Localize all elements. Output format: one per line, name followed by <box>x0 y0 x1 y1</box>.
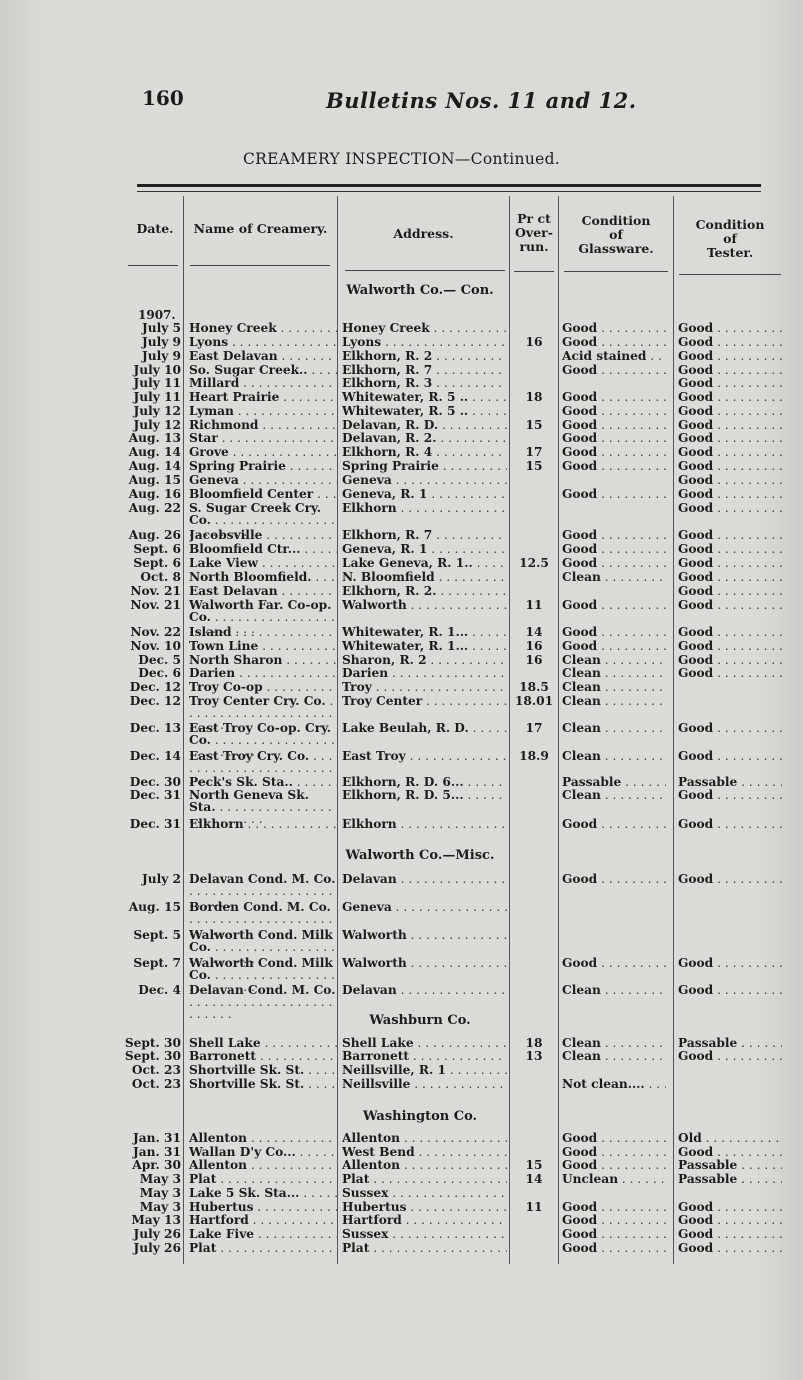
row-date: Sept. 6 <box>133 556 181 570</box>
header-underline <box>564 271 668 272</box>
row-creamery-name: Allenton . . . <box>189 1132 337 1145</box>
row-glassware-condition: Clean . . . <box>562 695 666 708</box>
row-glassware-condition: Good . . . <box>562 419 666 432</box>
header-underline <box>128 265 178 266</box>
row-address: Whitewater, R. 5 .. . . . <box>342 391 507 404</box>
row-tester-condition: Good . . . <box>678 789 782 802</box>
row-tester-condition: Good . . . <box>678 432 782 445</box>
row-tester-condition: Good . . . <box>678 585 782 598</box>
row-date: Dec. 31 <box>129 817 181 831</box>
row-address: Sussex . . . <box>342 1187 507 1200</box>
row-overrun: 18 <box>525 1036 543 1050</box>
row-tester-condition: Good . . . <box>678 984 782 997</box>
row-date: July 11 <box>133 376 181 390</box>
row-date: Dec. 5 <box>138 653 181 667</box>
row-address: Plat . . . <box>342 1242 507 1255</box>
header-overrun: Pr ct Over- run. <box>515 211 553 254</box>
year-label: 1907. <box>138 308 176 322</box>
row-date: Dec. 12 <box>129 680 181 694</box>
row-glassware-condition: Not clean.... . . . <box>562 1078 666 1091</box>
row-tester-condition: Good . . . <box>678 1146 782 1159</box>
row-overrun: 16 <box>525 653 543 667</box>
row-tester-condition: Good . . . <box>678 957 782 970</box>
row-creamery-name: East Delavan . . . <box>189 585 337 598</box>
row-glassware-condition: Good . . . <box>562 488 666 501</box>
row-overrun: 12.5 <box>519 556 549 570</box>
row-glassware-condition: Clean . . . <box>562 984 666 997</box>
row-creamery-name: North Bloomfield. . . . <box>189 571 337 584</box>
row-glassware-condition: Good . . . <box>562 873 666 886</box>
row-address: Elkhorn . . . <box>342 818 507 831</box>
row-date: July 2 <box>141 872 181 886</box>
row-glassware-condition: Good . . . <box>562 543 666 556</box>
row-address: Walworth . . . <box>342 957 507 970</box>
row-creamery-name: Lake View . . . <box>189 557 337 570</box>
row-glassware-condition: Good . . . <box>562 1201 666 1214</box>
row-address: Hubertus . . . <box>342 1201 507 1214</box>
row-overrun: 18 <box>525 390 543 404</box>
running-title: Bulletins Nos. 11 and 12. <box>326 88 637 113</box>
row-address: Shell Lake . . . <box>342 1037 507 1050</box>
row-creamery-name: Shell Lake . . . <box>189 1037 337 1050</box>
row-creamery-name: Peck's Sk. Sta.. . . . <box>189 776 337 789</box>
row-date: July 12 <box>133 418 181 432</box>
row-date: Nov. 22 <box>130 625 181 639</box>
row-overrun: 17 <box>525 445 543 459</box>
row-address: Elkhorn, R. 2. . . . <box>342 585 507 598</box>
row-date: Dec. 12 <box>129 694 181 708</box>
row-overrun: 17 <box>525 721 543 735</box>
row-glassware-condition: Clean . . . <box>562 667 666 680</box>
row-tester-condition: Passable . . . <box>678 776 782 789</box>
row-address: N. Bloomfield . . . <box>342 571 507 584</box>
row-tester-condition: Good . . . <box>678 654 782 667</box>
row-address: Delavan . . . <box>342 984 507 997</box>
row-tester-condition: Passable . . . <box>678 1037 782 1050</box>
row-creamery-name: Millard . . . <box>189 377 337 390</box>
row-address: Sharon, R. 2 . . . <box>342 654 507 667</box>
header-date: Date. <box>136 221 174 236</box>
row-date: Oct. 23 <box>131 1077 181 1091</box>
row-date: July 11 <box>133 390 181 404</box>
row-address: Whitewater, R. 1... . . . <box>342 640 507 653</box>
row-tester-condition: Good . . . <box>678 1228 782 1241</box>
section-heading: Washington Co. <box>362 1109 478 1124</box>
row-tester-condition: Good . . . <box>678 599 782 612</box>
row-glassware-condition: Clean . . . <box>562 722 666 735</box>
row-tester-condition: Good . . . <box>678 446 782 459</box>
row-creamery-name: Troy Co-op . . . <box>189 681 337 694</box>
row-tester-condition: Good . . . <box>678 818 782 831</box>
section-heading: Washburn Co. <box>369 1013 471 1028</box>
row-glassware-condition: Good . . . <box>562 957 666 970</box>
row-overrun: 11 <box>525 1200 543 1214</box>
page-number: 160 <box>142 86 184 110</box>
row-date: Dec. 6 <box>138 666 181 680</box>
row-date: July 26 <box>133 1241 181 1255</box>
row-creamery-name: Lake Five . . . <box>189 1228 337 1241</box>
column-divider <box>337 196 338 1264</box>
row-creamery-name: East Troy Co-op. Cry. Co. . . . <box>189 722 337 758</box>
header-underline <box>679 274 781 275</box>
row-address: Allenton . . . <box>342 1159 507 1172</box>
row-creamery-name: Plat . . . <box>189 1242 337 1255</box>
row-creamery-name: Walworth Far. Co-op. Co. . . . <box>189 599 337 635</box>
row-tester-condition: Good . . . <box>678 391 782 404</box>
row-glassware-condition: Good . . . <box>562 557 666 570</box>
row-address: Geneva . . . <box>342 901 507 914</box>
row-date: Aug. 14 <box>128 459 181 473</box>
row-creamery-name: S. Sugar Creek Cry. Co. . . . <box>189 502 337 538</box>
table-heading: CREAMERY INSPECTION—Continued. <box>242 150 561 168</box>
row-glassware-condition: Good . . . <box>562 1214 666 1227</box>
row-address: Elkhorn, R. D. 6... . . . <box>342 776 507 789</box>
row-glassware-condition: Good . . . <box>562 640 666 653</box>
row-creamery-name: Allenton . . . <box>189 1159 337 1172</box>
row-address: Walworth . . . <box>342 929 507 942</box>
row-date: Apr. 30 <box>132 1158 181 1172</box>
row-tester-condition: Good . . . <box>678 873 782 886</box>
row-address: Plat . . . <box>342 1173 507 1186</box>
row-creamery-name: Troy Center Cry. Co. . . . <box>189 695 337 731</box>
column-divider <box>558 196 559 1264</box>
row-creamery-name: Plat . . . <box>189 1173 337 1186</box>
row-date: July 26 <box>133 1227 181 1241</box>
row-tester-condition: Good . . . <box>678 1214 782 1227</box>
row-date: July 9 <box>141 335 181 349</box>
row-date: Oct. 8 <box>140 570 181 584</box>
row-tester-condition: Good . . . <box>678 488 782 501</box>
row-address: Elkhorn, R. 7 . . . <box>342 364 507 377</box>
row-date: Dec. 13 <box>129 721 181 735</box>
header-name: Name of Creamery. <box>193 221 328 236</box>
row-date: Nov. 10 <box>130 639 181 653</box>
row-glassware-condition: Good . . . <box>562 529 666 542</box>
row-date: July 9 <box>141 349 181 363</box>
row-date: Sept. 30 <box>124 1036 181 1050</box>
row-glassware-condition: Acid stained . . . <box>562 350 666 363</box>
row-date: May 3 <box>139 1200 181 1214</box>
row-overrun: 15 <box>525 418 543 432</box>
header-underline <box>345 270 505 271</box>
row-date: Aug. 13 <box>128 431 181 445</box>
row-tester-condition: Good . . . <box>678 529 782 542</box>
column-divider <box>183 196 184 1264</box>
row-creamery-name: Walworth Cond. Milk Co. . . . <box>189 957 337 993</box>
column-divider <box>673 196 674 1264</box>
row-tester-condition: Good . . . <box>678 626 782 639</box>
row-address: Neillsville, R. 1 . . . <box>342 1064 507 1077</box>
row-glassware-condition: Good . . . <box>562 1242 666 1255</box>
row-creamery-name: Hartford . . . <box>189 1214 337 1227</box>
row-tester-condition: Good . . . <box>678 667 782 680</box>
row-date: May 13 <box>131 1213 181 1227</box>
row-tester-condition: Good . . . <box>678 364 782 377</box>
section-heading: Walworth Co.—Misc. <box>345 848 495 863</box>
row-date: July 10 <box>133 363 181 377</box>
row-address: Lyons . . . <box>342 336 507 349</box>
row-overrun: 18.5 <box>519 680 549 694</box>
row-date: Aug. 15 <box>128 900 181 914</box>
row-creamery-name: Shortville Sk. St. . . . <box>189 1064 337 1077</box>
row-address: Elkhorn, R. 2 . . . <box>342 350 507 363</box>
row-creamery-name: So. Sugar Creek.. . . . <box>189 364 337 377</box>
row-creamery-name: Island . . . <box>189 626 337 639</box>
row-glassware-condition: Clean . . . <box>562 750 666 763</box>
row-address: Elkhorn, R. 4 . . . <box>342 446 507 459</box>
row-creamery-name: Delavan Cond. M. Co. . . . <box>189 984 337 1020</box>
row-glassware-condition: Good . . . <box>562 1159 666 1172</box>
row-overrun: 14 <box>525 625 543 639</box>
row-glassware-condition: Good . . . <box>562 336 666 349</box>
row-tester-condition: Passable . . . <box>678 1159 782 1172</box>
row-address: Delavan, R. D. . . . <box>342 419 507 432</box>
row-glassware-condition: Good . . . <box>562 1132 666 1145</box>
row-creamery-name: Jacobsville . . . <box>189 529 337 542</box>
row-tester-condition: Good . . . <box>678 543 782 556</box>
row-address: Geneva, R. 1 . . . <box>342 543 507 556</box>
row-tester-condition: Good . . . <box>678 557 782 570</box>
row-creamery-name: Richmond . . . <box>189 419 337 432</box>
row-glassware-condition: Clean . . . <box>562 654 666 667</box>
row-tester-condition: Good . . . <box>678 502 782 515</box>
row-creamery-name: Borden Cond. M. Co. . . . <box>189 901 337 937</box>
row-address: Barronett . . . <box>342 1050 507 1063</box>
row-date: Jan. 31 <box>133 1131 181 1145</box>
row-creamery-name: Geneva . . . <box>189 474 337 487</box>
row-tester-condition: Good . . . <box>678 419 782 432</box>
row-creamery-name: Spring Prairie . . . <box>189 460 337 473</box>
row-address: Lake Geneva, R. 1.. . . . <box>342 557 507 570</box>
row-tester-condition: Good . . . <box>678 350 782 363</box>
row-tester-condition: Good . . . <box>678 1201 782 1214</box>
row-tester-condition: Good . . . <box>678 1050 782 1063</box>
row-overrun: 11 <box>525 598 543 612</box>
row-address: Whitewater, R. 5 .. . . . <box>342 405 507 418</box>
row-glassware-condition: Passable . . . <box>562 776 666 789</box>
row-tester-condition: Good . . . <box>678 571 782 584</box>
row-address: Delavan . . . <box>342 873 507 886</box>
row-creamery-name: East Delavan . . . <box>189 350 337 363</box>
row-address: Neillsville . . . <box>342 1078 507 1091</box>
row-glassware-condition: Good . . . <box>562 626 666 639</box>
row-glassware-condition: Clean . . . <box>562 789 666 802</box>
row-date: Aug. 14 <box>128 445 181 459</box>
row-creamery-name: Town Line . . . <box>189 640 337 653</box>
row-creamery-name: Bloomfield Center . . . <box>189 488 337 501</box>
row-date: Sept. 30 <box>124 1049 181 1063</box>
row-tester-condition: Good . . . <box>678 405 782 418</box>
row-address: Lake Beulah, R. D. . . . <box>342 722 507 735</box>
header-tester: Condition of Tester. <box>695 217 765 260</box>
row-glassware-condition: Unclean . . . <box>562 1173 666 1186</box>
row-creamery-name: East Troy Cry. Co. . . . <box>189 750 337 786</box>
row-glassware-condition: Good . . . <box>562 1146 666 1159</box>
header-glassware: Condition of Glassware. <box>578 213 654 256</box>
row-date: Aug. 15 <box>128 473 181 487</box>
row-tester-condition: Good . . . <box>678 1242 782 1255</box>
row-glassware-condition: Good . . . <box>562 405 666 418</box>
row-address: West Bend . . . <box>342 1146 507 1159</box>
row-tester-condition: Good . . . <box>678 722 782 735</box>
row-creamery-name: Wallan D'y Co... . . . <box>189 1146 337 1159</box>
row-creamery-name: Lyman . . . <box>189 405 337 418</box>
row-glassware-condition: Clean . . . <box>562 571 666 584</box>
row-creamery-name: Hubertus . . . <box>189 1201 337 1214</box>
row-address: Honey Creek . . . <box>342 322 507 335</box>
row-address: Sussex . . . <box>342 1228 507 1241</box>
row-tester-condition: Passable . . . <box>678 1173 782 1186</box>
row-date: Sept. 6 <box>133 542 181 556</box>
row-glassware-condition: Good . . . <box>562 391 666 404</box>
row-date: Dec. 14 <box>129 749 181 763</box>
row-address: East Troy . . . <box>342 750 507 763</box>
row-overrun: 18.01 <box>514 694 554 708</box>
row-address: Elkhorn, R. D. 5... . . . <box>342 789 507 802</box>
row-glassware-condition: Good . . . <box>562 1228 666 1241</box>
row-overrun: 15 <box>525 1158 543 1172</box>
row-address: Troy Center . . . <box>342 695 507 708</box>
row-tester-condition: Good . . . <box>678 460 782 473</box>
row-address: Whitewater, R. 1... . . . <box>342 626 507 639</box>
row-creamery-name: Elkhorn . . . <box>189 818 337 831</box>
row-tester-condition: Good . . . <box>678 336 782 349</box>
row-creamery-name: Star . . . <box>189 432 337 445</box>
row-overrun: 16 <box>525 335 543 349</box>
row-glassware-condition: Good . . . <box>562 599 666 612</box>
row-address: Allenton . . . <box>342 1132 507 1145</box>
row-creamery-name: Barronett . . . <box>189 1050 337 1063</box>
row-tester-condition: Good . . . <box>678 377 782 390</box>
row-creamery-name: Shortville Sk. St. . . . <box>189 1078 337 1091</box>
row-date: Sept. 7 <box>133 956 181 970</box>
row-date: Dec. 4 <box>138 983 181 997</box>
row-address: Geneva . . . <box>342 474 507 487</box>
row-date: Dec. 30 <box>129 775 181 789</box>
row-overrun: 18.9 <box>519 749 549 763</box>
row-tester-condition: Old . . . <box>678 1132 782 1145</box>
row-address: Troy . . . <box>342 681 507 694</box>
row-date: May 3 <box>139 1186 181 1200</box>
row-address: Spring Prairie . . . <box>342 460 507 473</box>
row-glassware-condition: Good . . . <box>562 460 666 473</box>
row-glassware-condition: Clean . . . <box>562 1050 666 1063</box>
row-overrun: 15 <box>525 459 543 473</box>
row-tester-condition: Good . . . <box>678 322 782 335</box>
column-divider <box>509 196 510 1264</box>
row-date: Sept. 5 <box>133 928 181 942</box>
row-glassware-condition: Good . . . <box>562 322 666 335</box>
row-date: July 5 <box>141 321 181 335</box>
row-creamery-name: Bloomfield Ctr... . . . <box>189 543 337 556</box>
row-address: Delavan, R. 2. . . . <box>342 432 507 445</box>
row-date: July 12 <box>133 404 181 418</box>
row-creamery-name: North Sharon . . . <box>189 654 337 667</box>
row-date: Nov. 21 <box>130 598 181 612</box>
header-address: Address. <box>393 226 454 241</box>
row-address: Elkhorn . . . <box>342 502 507 515</box>
row-glassware-condition: Good . . . <box>562 432 666 445</box>
row-glassware-condition: Good . . . <box>562 446 666 459</box>
row-date: Oct. 23 <box>131 1063 181 1077</box>
row-glassware-condition: Good . . . <box>562 818 666 831</box>
row-creamery-name: Honey Creek . . . <box>189 322 337 335</box>
row-date: Aug. 26 <box>128 528 181 542</box>
row-creamery-name: Delavan Cond. M. Co. . . . <box>189 873 337 909</box>
top-rule <box>137 184 761 187</box>
row-tester-condition: Good . . . <box>678 750 782 763</box>
row-overrun: 14 <box>525 1172 543 1186</box>
row-address: Geneva, R. 1 . . . <box>342 488 507 501</box>
header-underline <box>190 265 330 266</box>
row-date: Aug. 22 <box>128 501 181 515</box>
top-rule-thin <box>137 191 761 192</box>
row-address: Elkhorn, R. 7 . . . <box>342 529 507 542</box>
row-glassware-condition: Clean . . . <box>562 1037 666 1050</box>
row-date: Dec. 31 <box>129 788 181 802</box>
row-address: Hartford . . . <box>342 1214 507 1227</box>
row-creamery-name: Lake 5 Sk. Sta... . . . <box>189 1187 337 1200</box>
row-creamery-name: Darien . . . <box>189 667 337 680</box>
row-date: Aug. 16 <box>128 487 181 501</box>
row-overrun: 16 <box>525 639 543 653</box>
row-glassware-condition: Good . . . <box>562 364 666 377</box>
row-creamery-name: Grove . . . <box>189 446 337 459</box>
header-underline <box>514 271 554 272</box>
row-creamery-name: Walworth Cond. Milk Co. . . . <box>189 929 337 965</box>
row-date: May 3 <box>139 1172 181 1186</box>
row-creamery-name: Heart Prairie . . . <box>189 391 337 404</box>
row-tester-condition: Good . . . <box>678 640 782 653</box>
row-date: Jan. 31 <box>133 1145 181 1159</box>
row-glassware-condition: Clean . . . <box>562 681 666 694</box>
row-creamery-name: Lyons . . . <box>189 336 337 349</box>
row-overrun: 13 <box>525 1049 543 1063</box>
row-address: Walworth . . . <box>342 599 507 612</box>
row-date: Nov. 21 <box>130 584 181 598</box>
row-address: Elkhorn, R. 3 . . . <box>342 377 507 390</box>
row-creamery-name: North Geneva Sk. Sta. . . . <box>189 789 337 825</box>
row-tester-condition: Good . . . <box>678 474 782 487</box>
section-heading: Walworth Co.— Con. <box>346 283 494 298</box>
row-address: Darien . . . <box>342 667 507 680</box>
